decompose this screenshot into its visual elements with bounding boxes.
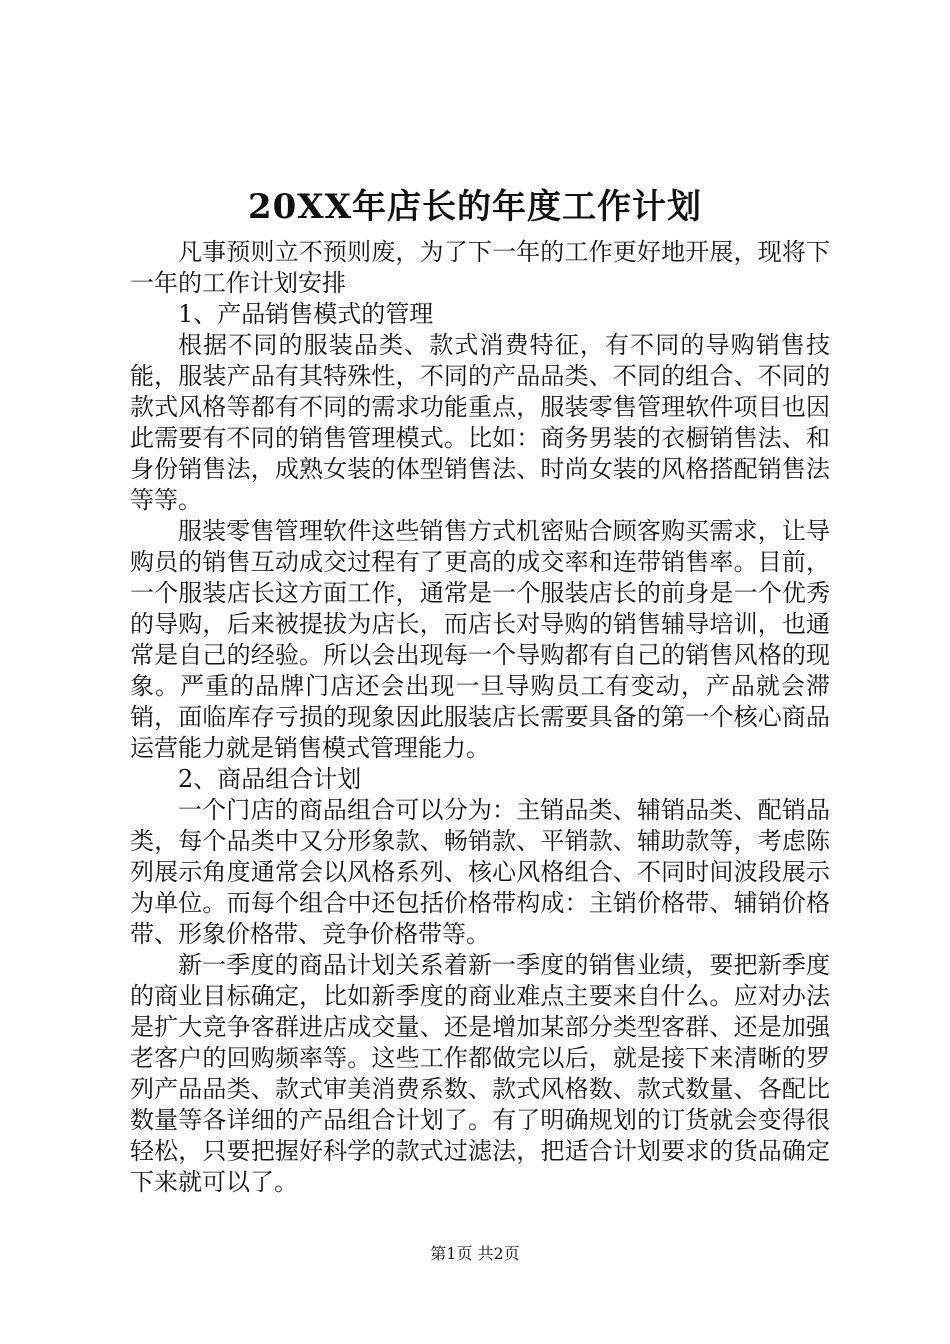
body-paragraph: 新一季度的商品计划关系着新一季度的销售业绩，要把新季度的商业目标确定，比如新季度的商业难点主要来自什么。应对办法是扩大竞争客群进店成交量、还是增加某部分类型客群、还是加强老客户的回购频率等。这些工作都做完以后，就是接下来清晰的罗列产品品类、款式审美消费系数、款式风格数、款式数量、各配比数量等各详细的产品组合计划了。有了明确规划的订货就会变得很轻松，只要把握好科学的款式过滤法，把适合计划要求的货品确定下来就可以了。 [130, 951, 830, 1196]
page-footer: 第1页 共2页 [430, 1244, 520, 1263]
section-heading-2: 2、商品组合计划 [178, 765, 362, 793]
document-body [130, 237, 830, 1198]
body-paragraph: 服装零售管理软件这些销售方式机密贴合顾客购买需求，让导购员的销售互动成交过程有了更高的成交率和连带销售率。目前，一个服装店长这方面工作，通常是一个服装店长的前身是一个优秀的导购，后来被提拔为店长，而店长对导购的销售辅导培训，也通常是自己的经验。所以会出现每一个导购都有自己的销售风格的现象。严重的品牌门店还会出现一旦导购员工有变动，产品就会滞销，面临库存亏损的现象因此服装店长需要具备的第一个核心商品运营能力就是销售模式管理能力。 [130, 517, 830, 762]
intro-paragraph: 凡事预则立不预则废，为了下一年的工作更好地开展，现将下一年的工作计划安排 [130, 238, 830, 297]
section-heading-1: 1、产品销售模式的管理 [178, 300, 434, 328]
body-paragraph: 一个门店的商品组合可以分为：主销品类、辅销品类、配销品类，每个品类中又分形象款、畅销款、平销款、辅助款等，考虑陈列展示角度通常会以风格系列、核心风格组合、不同时间波段展示为单位。而每个组合中还包括价格带构成：主销价格带、辅销价格带、形象价格带、竞争价格带等。 [130, 796, 830, 948]
document-title: 20XX年店长的年度工作计划 [247, 187, 703, 227]
body-paragraph: 根据不同的服装品类、款式消费特征，有不同的导购销售技能，服装产品有其特殊性，不同的产品品类、不同的组合、不同的款式风格等都有不同的需求功能重点，服装零售管理软件项目也因此需要有不同的销售管理模式。比如：商务男装的衣橱销售法、和身份销售法，成熟女装的体型销售法、时尚女装的风格搭配销售法等等。 [130, 331, 830, 514]
